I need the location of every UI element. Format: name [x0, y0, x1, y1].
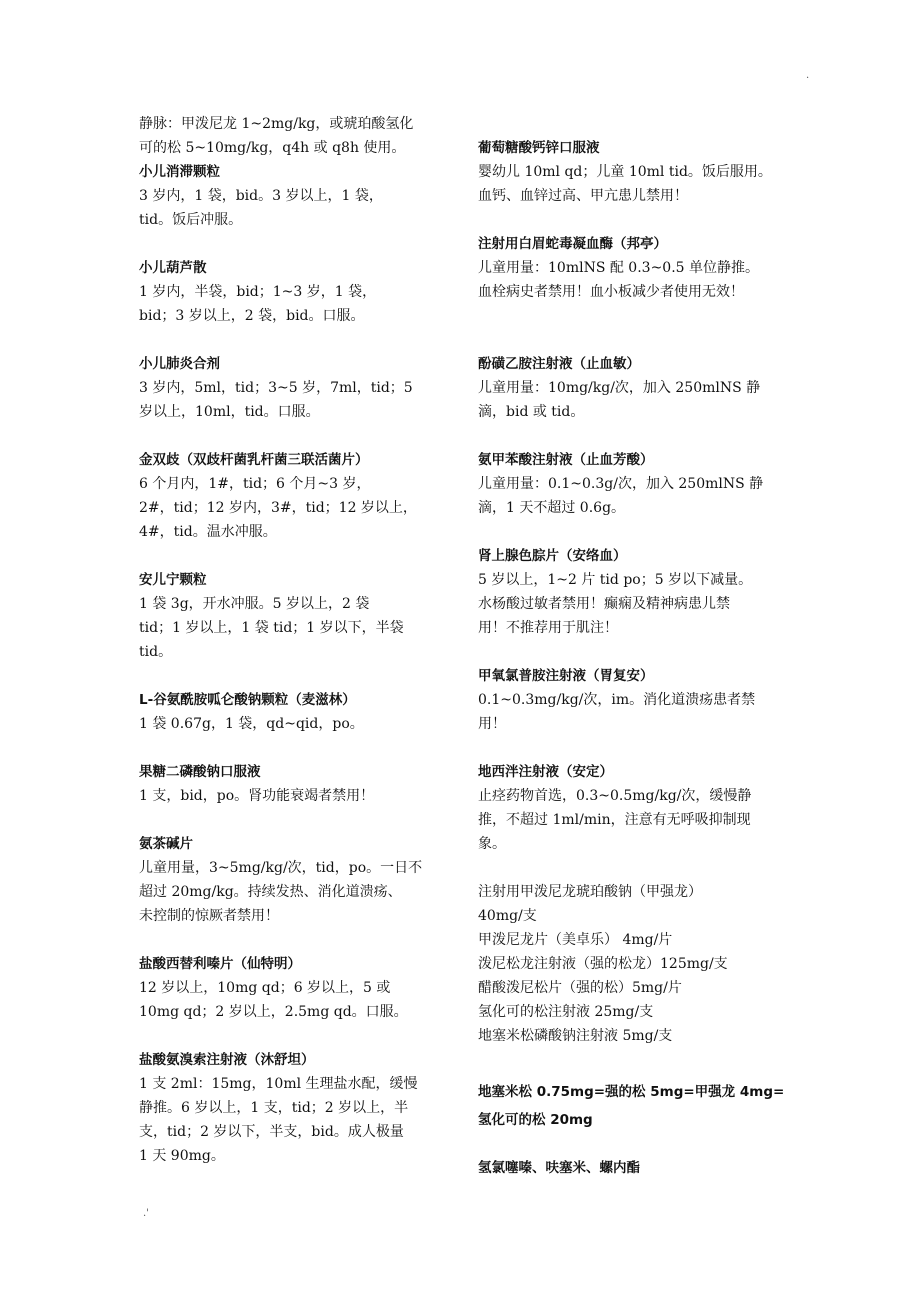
- text-line: 10mg qd；2 岁以上，2.5mg qd。口服。: [139, 1004, 408, 1020]
- text-line: tid；1 岁以上，1 袋 tid；1 岁以下，半袋: [139, 620, 404, 636]
- text-line: 6 个月内，1#，tid；6 个月~3 岁，: [139, 476, 371, 492]
- equivalence-heading: 氢化可的松 20mg: [478, 1112, 593, 1128]
- text-line: 水杨酸过敏者禁用！癫痫及精神病患儿禁: [478, 596, 730, 612]
- drug-heading: 甲氧氯普胺注射液（胃复安）: [478, 668, 654, 684]
- text-line: 血钙、血锌过高、甲亢患儿禁用！: [478, 188, 688, 204]
- drug-heading: 氨甲苯酸注射液（止血芳酸）: [478, 452, 654, 468]
- drug-heading: 氨茶碱片: [139, 836, 193, 852]
- text-line: 1 天 90mg。: [139, 1148, 225, 1164]
- drug-heading: L-谷氨酰胺呱仑酸钠颗粒（麦滋林）: [139, 692, 356, 708]
- text-line: 1 岁内，半袋，bid；1~3 岁，1 袋，: [139, 284, 377, 300]
- drug-heading: 盐酸西替利嗪片（仙特明）: [139, 956, 301, 972]
- drug-heading: 注射用白眉蛇毒凝血酶（邦亭）: [478, 236, 667, 252]
- text-line: 推，不超过 1ml/min，注意有无呼吸抑制现: [478, 812, 751, 828]
- drug-heading: 果糖二磷酸钠口服液: [139, 764, 261, 780]
- text-line: 儿童用量：0.1~0.3g/次，加入 250mlNS 静: [478, 476, 764, 492]
- text-line: 滴，bid 或 tid。: [478, 404, 585, 420]
- text-line: 地塞米松磷酸钠注射液 5mg/支: [478, 1028, 673, 1044]
- text-line: 12 岁以上，10mg qd；6 岁以上，5 或: [139, 980, 391, 996]
- text-line: 儿童用量，3~5mg/kg/次，tid，po。一日不: [139, 860, 423, 876]
- text-line: bid；3 岁以上，2 袋，bid。口服。: [139, 308, 365, 324]
- drug-heading: 氢氯噻嗪、呋塞米、螺内酯: [478, 1160, 640, 1176]
- text-line: 0.1~0.3mg/kg/次，im。消化道溃疡患者禁: [478, 692, 756, 708]
- text-line: 5 岁以上，1~2 片 tid po；5 岁以下减量。: [478, 572, 753, 588]
- drug-heading: 金双歧（双歧杆菌乳杆菌三联活菌片）: [139, 452, 369, 468]
- text-line: 血栓病史者禁用！血小板减少者使用无效！: [478, 284, 744, 300]
- text-line: 可的松 5~10mg/kg，q4h 或 q8h 使用。: [139, 140, 406, 156]
- text-line: tid。饭后冲服。: [139, 212, 243, 228]
- drug-heading: 小儿消滞颗粒: [139, 164, 220, 180]
- text-line: 1 支，bid，po。肾功能衰竭者禁用！: [139, 788, 375, 804]
- corner-mark-bottom: .': [143, 1208, 149, 1219]
- drug-heading: 小儿肺炎合剂: [139, 356, 220, 372]
- text-line: 氢化可的松注射液 25mg/支: [478, 1004, 654, 1020]
- drug-heading: 葡萄糖酸钙锌口服液: [478, 140, 600, 156]
- drug-heading: 地西泮注射液（安定）: [478, 764, 613, 780]
- text-line: 滴，1 天不超过 0.6g。: [478, 500, 626, 516]
- text-line: tid。: [139, 644, 173, 660]
- text-line: 超过 20mg/kg。持续发热、消化道溃疡、: [139, 884, 402, 900]
- text-line: 3 岁内，1 袋，bid。3 岁以上，1 袋，: [139, 188, 383, 204]
- text-line: 未控制的惊厥者禁用！: [139, 908, 279, 924]
- text-line: 注射用甲泼尼龙琥珀酸钠（甲强龙）: [478, 884, 702, 900]
- text-line: 支，tid；2 岁以下，半支，bid。成人极量: [139, 1124, 404, 1140]
- text-line: 婴幼儿 10ml qd；儿童 10ml tid。饭后服用。: [478, 164, 772, 180]
- text-line: 1 袋 0.67g，1 袋，qd~qid，po。: [139, 716, 364, 732]
- drug-heading: 酚磺乙胺注射液（止血敏）: [478, 356, 640, 372]
- corner-mark-top: .: [806, 70, 810, 81]
- text-line: 4#，tid。温水冲服。: [139, 524, 277, 540]
- text-line: 儿童用量：10mlNS 配 0.3~0.5 单位静推。: [478, 260, 760, 276]
- text-line: 儿童用量：10mg/kg/次，加入 250mlNS 静: [478, 380, 761, 396]
- text-line: 静脉：甲泼尼龙 1~2mg/kg，或琥珀酸氢化: [139, 116, 414, 132]
- text-line: 止痉药物首选，0.3~0.5mg/kg/次，缓慢静: [478, 788, 752, 804]
- text-line: 象。: [478, 836, 506, 852]
- text-line: 静推。6 岁以上，1 支，tid；2 岁以上，半: [139, 1100, 409, 1116]
- text-line: 泼尼松龙注射液（强的松龙）125mg/支: [478, 956, 728, 972]
- drug-heading: 安儿宁颗粒: [139, 572, 207, 588]
- text-line: 3 岁内，5ml，tid；3~5 岁，7ml，tid；5: [139, 380, 413, 396]
- text-line: 醋酸泼尼松片（强的松）5mg/片: [478, 980, 682, 996]
- text-line: 用！: [478, 716, 506, 732]
- equivalence-heading: 地塞米松 0.75mg=强的松 5mg=甲强龙 4mg=: [478, 1084, 785, 1100]
- drug-heading: 盐酸氨溴索注射液（沐舒坦）: [139, 1052, 315, 1068]
- text-line: 用！不推荐用于肌注！: [478, 620, 618, 636]
- text-line: 岁以上，10ml，tid。口服。: [139, 404, 320, 420]
- text-line: 2#，tid；12 岁内，3#，tid；12 岁以上，: [139, 500, 417, 516]
- text-line: 甲泼尼龙片（美卓乐） 4mg/片: [478, 932, 673, 948]
- text-line: 40mg/支: [478, 908, 537, 924]
- text-line: 1 袋 3g，开水冲服。5 岁以上，2 袋: [139, 596, 370, 612]
- drug-heading: 肾上腺色腙片（安络血）: [478, 548, 627, 564]
- text-line: 1 支 2ml：15mg，10ml 生理盐水配，缓慢: [139, 1076, 418, 1092]
- drug-heading: 小儿葫芦散: [139, 260, 207, 276]
